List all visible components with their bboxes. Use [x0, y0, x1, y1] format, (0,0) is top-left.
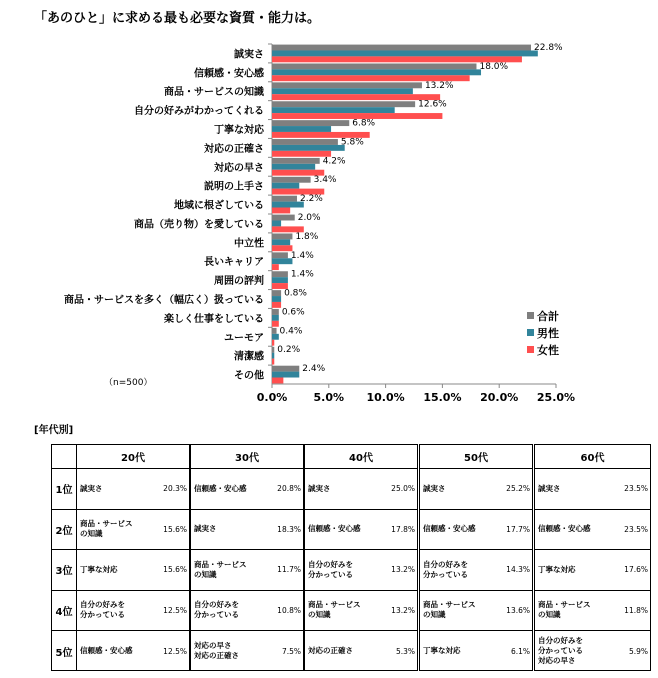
category-label: 誠実さ — [234, 49, 264, 61]
category-label: 長いキャリア — [204, 257, 264, 269]
age-group-header: 40代 — [305, 445, 417, 469]
attribute-name: 信頼感・安心感 — [423, 524, 476, 534]
category-label: 対応の早さ — [214, 162, 264, 174]
bar-male — [272, 164, 315, 170]
age-group-table — [190, 444, 304, 671]
age-group-header: 20代 — [77, 445, 189, 469]
bar-male — [272, 50, 538, 56]
bar-total — [272, 101, 415, 107]
bar-total — [272, 196, 297, 202]
bar-total — [272, 45, 531, 51]
attribute-name: 対応の正確さ — [308, 646, 353, 656]
attribute-name: 商品・サービス の知識 — [423, 600, 476, 620]
category-label: 商品（売り物）を愛している — [134, 219, 264, 231]
legend-label: 合計 — [537, 310, 559, 323]
attribute-name: 自分の好みを 分かっている — [423, 559, 468, 579]
bar-male — [272, 372, 299, 378]
bar-female — [272, 302, 281, 308]
rank-row — [77, 510, 189, 551]
rank-row — [305, 510, 417, 551]
data-label: 12.6% — [418, 99, 447, 110]
attribute-percent: 23.5% — [624, 484, 648, 494]
bar-male — [272, 88, 413, 94]
attribute-percent: 7.5% — [281, 646, 301, 656]
attribute-percent: 17.8% — [391, 524, 415, 534]
data-label: 1.8% — [295, 231, 319, 242]
bar-total — [272, 233, 292, 239]
bar-male — [272, 145, 345, 151]
attribute-name: 商品・サービス の知識 — [308, 600, 361, 620]
rank-row — [305, 550, 417, 591]
legend-label: 男性 — [537, 327, 559, 340]
data-label: 2.2% — [299, 194, 323, 205]
data-label: 1.4% — [290, 250, 314, 261]
attribute-percent: 23.5% — [624, 524, 648, 534]
bar-female — [272, 245, 292, 251]
category-label: 楽しく仕事をしている — [164, 313, 264, 325]
legend-swatch — [527, 346, 534, 353]
attribute-percent: 12.5% — [163, 605, 187, 615]
bar-male — [272, 258, 292, 264]
age-group-table — [76, 444, 190, 671]
bar-male — [272, 69, 481, 75]
bar-male — [272, 277, 288, 283]
bar-total — [272, 215, 295, 221]
rank-label: 1位 — [52, 469, 76, 510]
rank-row — [420, 631, 532, 672]
attribute-name: 信頼感・安心感 — [80, 646, 133, 656]
rank-label: 4位 — [52, 591, 76, 632]
attribute-percent: 6.1% — [510, 646, 530, 656]
attribute-percent: 13.2% — [391, 605, 415, 615]
category-label: 信頼感・安心感 — [194, 68, 264, 80]
bar-male — [272, 353, 274, 359]
attribute-percent: 5.9% — [628, 646, 648, 656]
rank-row — [77, 591, 189, 632]
bar-total — [272, 252, 288, 258]
attribute-name: 誠実さ — [80, 483, 103, 493]
age-group-table — [534, 444, 651, 671]
data-label: 3.4% — [313, 175, 337, 186]
data-label: 6.8% — [352, 118, 376, 129]
rank-column — [51, 444, 77, 671]
data-label: 2.4% — [302, 364, 326, 375]
rank-row — [77, 631, 189, 672]
attribute-name: 丁寧な対応 — [423, 646, 461, 656]
data-label: 18.0% — [479, 61, 509, 72]
rank-row — [535, 591, 650, 632]
attribute-percent: 20.3% — [163, 484, 187, 494]
rank-row — [77, 469, 189, 510]
bar-female — [272, 208, 290, 214]
bar-total — [272, 347, 274, 353]
rank-label: 5位 — [55, 647, 73, 659]
attribute-name: 対応の早さ 対応の正確さ — [194, 641, 239, 661]
bar-male — [272, 126, 331, 132]
attribute-percent: 20.8% — [277, 484, 301, 494]
bar-total — [272, 139, 338, 145]
bar-male — [272, 239, 290, 245]
category-label: その他 — [234, 370, 264, 382]
attribute-percent: 13.6% — [506, 605, 530, 615]
bar-female — [272, 340, 274, 346]
attribute-percent: 15.6% — [163, 524, 187, 534]
attribute-name: 商品・サービス の知識 — [194, 559, 247, 579]
category-label: 説明の上手さ — [204, 181, 264, 193]
attribute-percent: 11.8% — [624, 605, 648, 615]
category-label: 周囲の評判 — [214, 276, 264, 288]
bar-total — [272, 120, 349, 126]
attribute-name: 自分の好みを 分かっている — [194, 600, 239, 620]
bar-total — [272, 309, 279, 315]
attribute-percent: 13.2% — [391, 565, 415, 575]
bar-female — [272, 264, 279, 270]
category-label: 対応の正確さ — [204, 143, 264, 155]
rank-row — [191, 591, 303, 632]
data-label: 2.0% — [297, 212, 321, 223]
attribute-percent: 18.3% — [277, 524, 301, 534]
category-label: 地域に根ざしている — [174, 200, 264, 212]
attribute-name: 商品・サービス の知識 — [538, 600, 591, 620]
attribute-name: 自分の好みを 分かっている 対応の早さ — [538, 636, 583, 666]
rank-row — [191, 469, 303, 510]
age-group-header: 50代 — [420, 445, 532, 469]
bar-total — [272, 271, 288, 277]
legend-swatch — [527, 312, 534, 319]
data-label: 0.6% — [281, 307, 305, 318]
bar-female — [272, 94, 440, 100]
attribute-percent: 17.6% — [624, 565, 648, 575]
attribute-name: 信頼感・安心感 — [538, 524, 591, 534]
rank-row — [420, 510, 532, 551]
age-group-table — [419, 444, 533, 671]
data-label: 0.4% — [279, 326, 303, 337]
category-label: 商品・サービスを多く（幅広く）扱っている — [64, 295, 264, 306]
attribute-name: 丁寧な対応 — [538, 564, 576, 574]
x-tick-label: 5.0% — [313, 391, 345, 404]
bar-total — [272, 290, 281, 296]
bar-total — [272, 158, 320, 164]
x-tick-label: 20.0% — [480, 391, 519, 404]
chart-title: 「あのひと」に求める最も必要な資質・能力は。 — [34, 11, 321, 26]
rank-row — [305, 469, 417, 510]
category-label: 自分の好みがわかってくれる — [134, 106, 264, 118]
data-label: 22.8% — [534, 42, 563, 53]
attribute-name: 誠実さ — [308, 483, 331, 493]
rank-row — [420, 550, 532, 591]
rank-row — [420, 469, 532, 510]
x-tick-label: 0.0% — [256, 391, 288, 404]
bar-female — [272, 378, 283, 384]
attribute-percent: 17.7% — [506, 524, 530, 534]
bar-male — [272, 334, 279, 340]
bar-male — [272, 183, 299, 189]
legend-swatch — [527, 329, 534, 336]
rank-row — [191, 631, 303, 672]
attribute-name: 自分の好みを 分かっている — [80, 600, 125, 620]
bar-total — [272, 82, 422, 88]
attribute-percent: 25.0% — [391, 484, 415, 494]
data-label: 1.4% — [290, 269, 314, 280]
sample-size-label: （n=500） — [104, 378, 153, 388]
attribute-name: 商品・サービス の知識 — [80, 519, 133, 539]
category-label: 中立性 — [234, 238, 264, 250]
rank-row — [535, 631, 650, 672]
category-label: 清潔感 — [234, 351, 264, 363]
age-section-label: [年代別] — [34, 425, 74, 436]
data-label: 0.8% — [284, 288, 307, 299]
attribute-name: 信頼感・安心感 — [308, 524, 361, 534]
rank-row — [305, 591, 417, 632]
attribute-percent: 15.6% — [163, 565, 187, 575]
rank-label: 2位 — [52, 510, 76, 551]
age-group-header: 60代 — [535, 445, 650, 469]
legend-label: 女性 — [537, 344, 559, 357]
bar-total — [272, 328, 277, 334]
bar-female — [272, 321, 279, 327]
age-group-header: 30代 — [191, 445, 303, 469]
bar-male — [272, 220, 281, 226]
bar-total — [272, 63, 476, 69]
rank-row — [191, 550, 303, 591]
attribute-percent: 14.3% — [506, 565, 530, 575]
attribute-name: 誠実さ — [194, 524, 217, 534]
attribute-percent: 25.2% — [506, 484, 530, 494]
attribute-name: 自分の好みを 分かっている — [308, 559, 353, 579]
rank-row — [535, 469, 650, 510]
attribute-percent: 5.3% — [395, 646, 415, 656]
rank-row — [535, 510, 650, 551]
bar-male — [272, 107, 395, 113]
category-label: ユーモア — [224, 332, 264, 344]
attribute-percent: 11.7% — [277, 565, 301, 575]
rank-row — [420, 591, 532, 632]
data-label: 0.2% — [277, 345, 301, 356]
bar-male — [272, 315, 279, 321]
attribute-name: 誠実さ — [538, 483, 561, 493]
bar-total — [272, 177, 311, 183]
category-label: 商品・サービスの知識 — [164, 87, 264, 99]
data-label: 13.2% — [424, 80, 454, 91]
data-label: 4.2% — [322, 156, 346, 167]
bar-total — [272, 366, 299, 372]
rank-header — [52, 445, 76, 469]
rank-row — [77, 550, 189, 591]
attribute-name: 丁寧な対応 — [80, 564, 118, 574]
bar-male — [272, 296, 281, 302]
rank-row — [191, 510, 303, 551]
attribute-name: 誠実さ — [423, 483, 446, 493]
attribute-percent: 12.5% — [163, 646, 187, 656]
x-tick-label: 10.0% — [366, 391, 405, 404]
attribute-percent: 10.8% — [277, 605, 301, 615]
rank-row — [535, 550, 650, 591]
category-label: 丁寧な対応 — [214, 125, 264, 136]
data-label: 5.8% — [340, 137, 364, 148]
age-group-table — [304, 444, 418, 671]
x-tick-label: 15.0% — [423, 391, 462, 404]
rank-row — [305, 631, 417, 672]
x-tick-label: 25.0% — [536, 391, 576, 404]
attribute-name: 信頼感・安心感 — [194, 483, 247, 493]
bar-female — [272, 359, 274, 365]
rank-label: 3位 — [52, 550, 76, 591]
